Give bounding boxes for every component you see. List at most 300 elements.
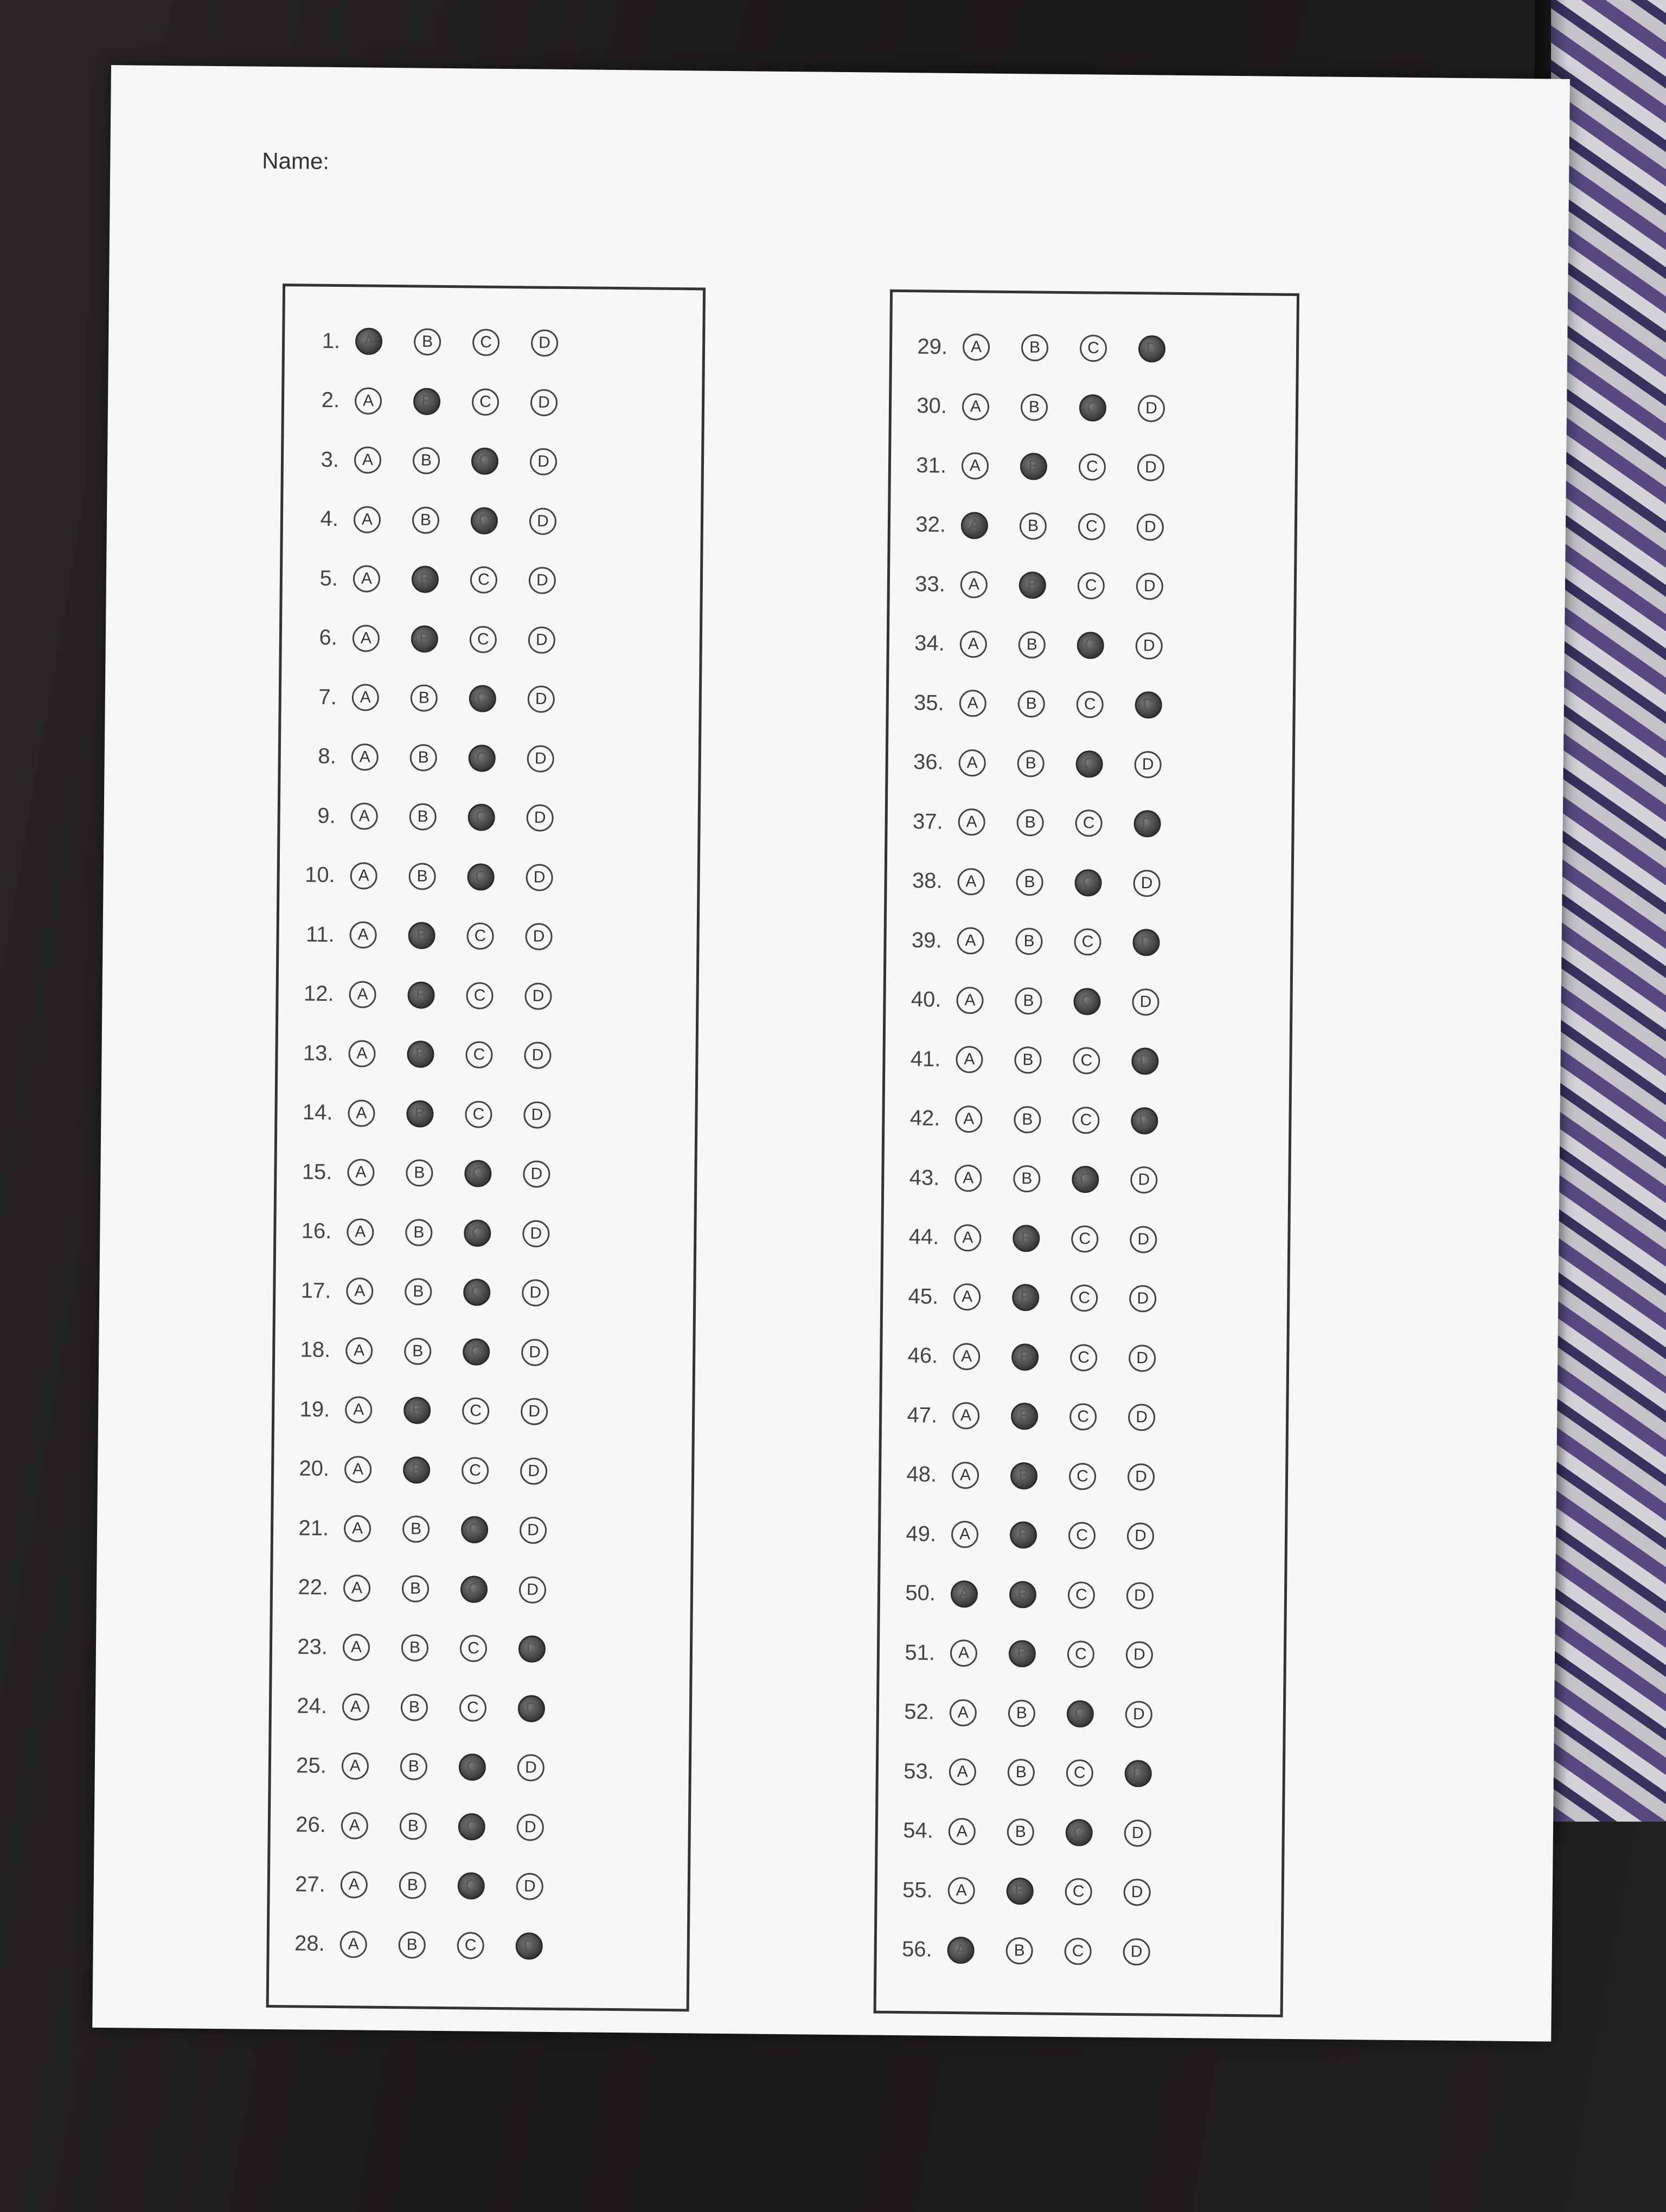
- question-row: [886, 978, 1191, 1024]
- answer-column-right: [874, 290, 1299, 2017]
- question-row: [882, 1393, 1187, 1439]
- answer-bubble-a[interactable]: A: [341, 1871, 368, 1898]
- question-number: 16.: [301, 1219, 332, 1243]
- question-row: [883, 1215, 1189, 1261]
- answer-bubble-b[interactable]: B: [1005, 1937, 1033, 1964]
- answer-bubble-a[interactable]: A: [343, 1574, 370, 1602]
- question-number: 40.: [911, 987, 941, 1012]
- answer-bubble-a[interactable]: A: [347, 1218, 374, 1245]
- answer-bubble-d[interactable]: D: [1136, 632, 1163, 659]
- answer-bubble-b[interactable]: B: [410, 744, 437, 771]
- answer-bubble-c[interactable]: C: [467, 863, 494, 890]
- answer-bubble-b[interactable]: B: [1019, 571, 1046, 599]
- answer-bubble-c[interactable]: C: [464, 1160, 491, 1187]
- question-row: [269, 1921, 574, 1967]
- answer-bubble-d[interactable]: D: [518, 1695, 545, 1722]
- question-row: [878, 1750, 1183, 1796]
- question-number: 25.: [296, 1753, 327, 1778]
- name-label: Name:: [262, 147, 330, 174]
- answer-bubble-d[interactable]: D: [1123, 1938, 1150, 1965]
- answer-bubble-c[interactable]: C: [1069, 1463, 1096, 1490]
- answer-bubble-d[interactable]: D: [1127, 1522, 1154, 1549]
- answer-bubble-d[interactable]: D: [520, 1457, 547, 1484]
- answer-bubble-d[interactable]: D: [528, 685, 555, 712]
- answer-bubble-c[interactable]: C: [1068, 1522, 1095, 1549]
- answer-bubble-d[interactable]: D: [528, 626, 555, 653]
- question-number: 24.: [297, 1694, 328, 1718]
- question-row: [877, 1809, 1183, 1855]
- answer-bubble-a[interactable]: A: [350, 802, 377, 829]
- answer-bubble-a[interactable]: A: [951, 1521, 978, 1548]
- question-number: 5.: [319, 566, 338, 590]
- question-row: [270, 1803, 575, 1849]
- question-number: 37.: [912, 809, 943, 834]
- answer-bubble-b[interactable]: B: [411, 684, 438, 711]
- answer-bubble-c[interactable]: C: [1064, 1938, 1091, 1965]
- answer-bubble-d[interactable]: D: [1125, 1760, 1152, 1787]
- answer-bubble-a[interactable]: A: [954, 1165, 982, 1192]
- answer-bubble-d[interactable]: D: [525, 923, 552, 950]
- answer-bubble-c[interactable]: C: [1077, 632, 1104, 659]
- answer-bubble-a[interactable]: A: [959, 690, 986, 717]
- answer-bubble-a[interactable]: A: [962, 393, 989, 420]
- answer-bubble-d[interactable]: D: [1138, 395, 1165, 422]
- answer-bubble-b[interactable]: B: [406, 1159, 433, 1186]
- answer-bubble-a[interactable]: A: [348, 1040, 375, 1067]
- answer-bubble-d[interactable]: D: [1133, 870, 1160, 897]
- question-number: 34.: [914, 631, 945, 655]
- answer-bubble-a[interactable]: A: [352, 684, 379, 711]
- answer-bubble-c[interactable]: C: [1079, 453, 1106, 480]
- answer-bubble-c[interactable]: C: [1069, 1403, 1097, 1430]
- answer-bubble-a[interactable]: A: [952, 1402, 979, 1429]
- answer-bubble-b[interactable]: B: [414, 328, 441, 355]
- answer-bubble-b[interactable]: B: [400, 1812, 427, 1840]
- question-number: 46.: [907, 1343, 938, 1368]
- question-number: 32.: [915, 512, 946, 537]
- answer-bubble-b[interactable]: B: [408, 922, 435, 949]
- answer-bubble-a[interactable]: A: [342, 1693, 369, 1720]
- answer-bubble-d[interactable]: D: [1135, 691, 1162, 718]
- answer-bubble-b[interactable]: B: [1020, 453, 1047, 480]
- answer-bubble-c[interactable]: C: [465, 1101, 492, 1128]
- answer-bubble-a[interactable]: A: [953, 1283, 981, 1310]
- answer-bubble-b[interactable]: B: [1010, 1462, 1037, 1489]
- question-row: [886, 918, 1191, 964]
- question-number: 2.: [321, 388, 340, 413]
- question-row: [882, 1334, 1188, 1380]
- answer-bubble-b[interactable]: B: [1007, 1877, 1034, 1905]
- question-row: [275, 1269, 581, 1315]
- question-row: [888, 681, 1194, 727]
- question-row: [888, 740, 1193, 786]
- question-number: 41.: [910, 1046, 941, 1071]
- answer-bubble-c[interactable]: C: [1067, 1700, 1094, 1727]
- answer-bubble-d[interactable]: D: [530, 389, 558, 416]
- answer-bubble-d[interactable]: D: [530, 448, 557, 475]
- answer-bubble-c[interactable]: C: [465, 1041, 492, 1068]
- answer-bubble-a[interactable]: A: [354, 506, 381, 533]
- answer-bubble-d[interactable]: D: [515, 1932, 542, 1959]
- answer-bubble-b[interactable]: B: [1011, 1403, 1038, 1430]
- answer-bubble-a[interactable]: A: [954, 1224, 981, 1251]
- answer-bubble-a[interactable]: A: [346, 1277, 373, 1304]
- answer-bubble-b[interactable]: B: [1016, 809, 1043, 836]
- answer-bubble-d[interactable]: D: [1130, 1166, 1157, 1193]
- answer-bubble-a[interactable]: A: [958, 808, 985, 835]
- answer-bubble-c[interactable]: C: [1072, 1166, 1099, 1193]
- answer-bubble-b[interactable]: B: [401, 1634, 428, 1661]
- answer-bubble-a[interactable]: A: [961, 512, 988, 539]
- answer-bubble-d[interactable]: D: [1125, 1701, 1152, 1728]
- answer-bubble-d[interactable]: D: [1132, 988, 1159, 1015]
- answer-bubble-d[interactable]: D: [519, 1576, 546, 1603]
- question-number: 53.: [904, 1759, 934, 1784]
- answer-bubble-a[interactable]: A: [947, 1936, 974, 1963]
- question-row: [280, 735, 586, 781]
- answer-bubble-a[interactable]: A: [955, 1105, 982, 1133]
- question-row: [877, 1868, 1182, 1914]
- answer-bubble-b[interactable]: B: [405, 1219, 432, 1246]
- answer-bubble-b[interactable]: B: [407, 981, 434, 1008]
- answer-bubble-d[interactable]: D: [531, 329, 558, 356]
- answer-bubble-d[interactable]: D: [1127, 1463, 1155, 1490]
- answer-bubble-b[interactable]: B: [402, 1575, 429, 1602]
- answer-bubble-b[interactable]: B: [404, 1338, 431, 1365]
- answer-bubble-c[interactable]: C: [1074, 869, 1101, 896]
- answer-bubble-d[interactable]: D: [522, 1279, 549, 1306]
- answer-bubble-b[interactable]: B: [1011, 1343, 1039, 1371]
- answer-bubble-b[interactable]: B: [1009, 1640, 1036, 1667]
- answer-bubble-a[interactable]: A: [951, 1580, 978, 1607]
- answer-bubble-c[interactable]: C: [458, 1813, 485, 1840]
- question-number: 44.: [908, 1225, 939, 1249]
- answer-bubble-a[interactable]: A: [354, 446, 381, 473]
- answer-bubble-d[interactable]: D: [529, 567, 556, 594]
- answer-bubble-d[interactable]: D: [527, 745, 554, 772]
- answer-bubble-b[interactable]: B: [406, 1100, 433, 1127]
- answer-bubble-b[interactable]: B: [1014, 1046, 1041, 1073]
- answer-bubble-a[interactable]: A: [962, 452, 989, 479]
- question-number: 54.: [902, 1818, 934, 1843]
- question-row: [284, 378, 589, 425]
- answer-bubble-c[interactable]: C: [464, 1219, 491, 1246]
- answer-bubble-b[interactable]: B: [413, 447, 440, 474]
- answer-bubble-b[interactable]: B: [1010, 1521, 1037, 1548]
- answer-bubble-c[interactable]: C: [462, 1457, 489, 1484]
- question-row: [274, 1447, 579, 1493]
- answer-bubble-b[interactable]: B: [1009, 1581, 1036, 1608]
- answer-bubble-a[interactable]: A: [342, 1752, 369, 1779]
- question-number: 42.: [909, 1106, 940, 1130]
- answer-bubble-d[interactable]: D: [526, 864, 553, 891]
- answer-bubble-b[interactable]: B: [407, 1040, 434, 1068]
- question-number: 27.: [294, 1872, 326, 1896]
- answer-bubble-a[interactable]: A: [340, 1931, 367, 1958]
- answer-bubble-b[interactable]: B: [1015, 928, 1042, 955]
- answer-bubble-d[interactable]: D: [1130, 1226, 1157, 1253]
- question-number: 8.: [318, 744, 336, 769]
- question-number: 35.: [913, 690, 944, 715]
- question-number: 15.: [302, 1159, 332, 1184]
- answer-bubble-b[interactable]: B: [402, 1515, 430, 1542]
- question-number: 19.: [299, 1397, 330, 1422]
- question-row: [880, 1631, 1185, 1677]
- answer-bubble-c[interactable]: C: [1078, 572, 1105, 599]
- answer-bubble-a[interactable]: A: [956, 1046, 983, 1073]
- answer-bubble-a[interactable]: A: [345, 1337, 373, 1364]
- answer-bubble-d[interactable]: D: [1129, 1345, 1156, 1372]
- answer-bubble-b[interactable]: B: [411, 625, 438, 652]
- answer-bubble-b[interactable]: B: [1012, 1284, 1039, 1311]
- answer-bubble-c[interactable]: C: [1075, 809, 1102, 837]
- answer-bubble-a[interactable]: A: [349, 921, 376, 948]
- answer-bubble-b[interactable]: B: [1020, 512, 1047, 539]
- answer-bubble-a[interactable]: A: [949, 1817, 976, 1844]
- question-number: 13.: [303, 1040, 334, 1065]
- answer-bubble-c[interactable]: C: [458, 1872, 485, 1899]
- question-row: [272, 1625, 578, 1671]
- answer-bubble-d[interactable]: D: [523, 1101, 550, 1128]
- question-row: [885, 1037, 1190, 1083]
- answer-bubble-c[interactable]: C: [463, 1338, 490, 1365]
- answer-bubble-a[interactable]: A: [957, 927, 984, 954]
- answer-bubble-a[interactable]: A: [355, 327, 382, 355]
- answer-bubble-b[interactable]: B: [1008, 1759, 1035, 1786]
- answer-bubble-c[interactable]: C: [1080, 335, 1107, 362]
- answer-bubble-d[interactable]: D: [521, 1398, 548, 1425]
- answer-bubble-a[interactable]: A: [344, 1515, 371, 1542]
- answer-bubble-b[interactable]: B: [1007, 1818, 1034, 1846]
- answer-bubble-a[interactable]: A: [349, 981, 376, 1008]
- question-number: 51.: [905, 1640, 935, 1665]
- answer-bubble-d[interactable]: D: [523, 1160, 550, 1187]
- question-number: 56.: [901, 1937, 932, 1962]
- answer-bubble-d[interactable]: D: [520, 1516, 547, 1544]
- question-row: [278, 1031, 583, 1077]
- answer-bubble-a[interactable]: A: [350, 862, 377, 889]
- answer-bubble-d[interactable]: D: [1133, 810, 1161, 837]
- answer-bubble-c[interactable]: C: [470, 626, 497, 653]
- answer-bubble-d[interactable]: D: [1137, 513, 1164, 541]
- answer-bubble-a[interactable]: A: [347, 1159, 374, 1186]
- answer-bubble-a[interactable]: A: [949, 1758, 976, 1785]
- answer-bubble-d[interactable]: D: [517, 1754, 544, 1781]
- answer-bubble-c[interactable]: C: [469, 744, 496, 771]
- answer-bubble-c[interactable]: C: [469, 685, 496, 712]
- answer-bubble-a[interactable]: A: [345, 1396, 372, 1423]
- answer-bubble-a[interactable]: A: [344, 1456, 371, 1483]
- answer-bubble-a[interactable]: A: [960, 631, 987, 658]
- answer-bubble-c[interactable]: C: [1065, 1878, 1092, 1905]
- answer-bubble-c[interactable]: C: [1066, 1819, 1093, 1846]
- answer-bubble-b[interactable]: B: [1013, 1225, 1040, 1252]
- patterned-cloth: [1551, 0, 1666, 1822]
- answer-bubble-a[interactable]: A: [351, 743, 379, 770]
- answer-bubble-a[interactable]: A: [957, 868, 984, 895]
- answer-bubble-a[interactable]: A: [953, 1343, 980, 1370]
- answer-bubble-d[interactable]: D: [529, 507, 556, 535]
- question-number: 20.: [299, 1456, 330, 1481]
- answer-bubble-b[interactable]: B: [400, 1753, 427, 1780]
- answer-bubble-d[interactable]: D: [1136, 573, 1163, 600]
- question-row: [275, 1328, 580, 1374]
- answer-bubble-b[interactable]: B: [1018, 690, 1045, 717]
- answer-bubble-c[interactable]: C: [1074, 928, 1101, 955]
- answer-bubble-b[interactable]: B: [399, 1931, 426, 1958]
- answer-bubble-a[interactable]: A: [956, 987, 983, 1014]
- answer-bubble-b[interactable]: B: [1008, 1700, 1035, 1727]
- question-number: 55.: [902, 1877, 933, 1902]
- question-row: [881, 1512, 1186, 1558]
- answer-bubble-c[interactable]: C: [1079, 394, 1106, 421]
- answer-bubble-d[interactable]: D: [522, 1220, 549, 1247]
- answer-bubble-d[interactable]: D: [518, 1635, 546, 1662]
- answer-bubble-c[interactable]: C: [1070, 1344, 1097, 1371]
- answer-bubble-a[interactable]: A: [952, 1462, 979, 1489]
- answer-bubble-b[interactable]: B: [412, 565, 439, 593]
- answer-bubble-d[interactable]: D: [1129, 1285, 1156, 1312]
- answer-bubble-a[interactable]: A: [355, 387, 382, 414]
- answer-bubble-b[interactable]: B: [1015, 987, 1042, 1014]
- answer-bubble-b[interactable]: B: [405, 1278, 432, 1305]
- question-number: 18.: [300, 1338, 331, 1362]
- answer-bubble-a[interactable]: A: [353, 565, 380, 592]
- question-row: [283, 497, 588, 543]
- answer-bubble-d[interactable]: D: [1123, 1879, 1150, 1906]
- question-number: 38.: [912, 869, 943, 893]
- answer-bubble-a[interactable]: A: [960, 571, 988, 598]
- answer-bubble-c[interactable]: C: [460, 1635, 487, 1662]
- answer-bubble-b[interactable]: B: [403, 1397, 431, 1424]
- answer-bubble-b[interactable]: B: [1021, 394, 1048, 421]
- answer-bubble-c[interactable]: C: [470, 566, 497, 593]
- answer-bubble-a[interactable]: A: [963, 333, 990, 361]
- question-row: [270, 1862, 575, 1908]
- answer-sheet: [92, 65, 1570, 2042]
- answer-bubble-c[interactable]: C: [1077, 691, 1104, 718]
- answer-bubble-c[interactable]: C: [461, 1516, 488, 1543]
- answer-bubble-c[interactable]: C: [1066, 1759, 1093, 1786]
- answer-bubble-b[interactable]: B: [1014, 1106, 1041, 1133]
- answer-bubble-b[interactable]: B: [401, 1694, 428, 1721]
- answer-bubble-d[interactable]: D: [1132, 929, 1159, 956]
- answer-bubble-b[interactable]: B: [1018, 631, 1046, 658]
- question-row: [273, 1506, 579, 1552]
- question-row: [889, 621, 1194, 667]
- answer-bubble-c[interactable]: C: [472, 388, 499, 415]
- question-row: [277, 1091, 582, 1137]
- question-number: 23.: [297, 1634, 328, 1659]
- answer-bubble-b[interactable]: B: [1017, 750, 1044, 777]
- question-number: 49.: [906, 1521, 937, 1546]
- answer-bubble-c[interactable]: C: [457, 1932, 484, 1959]
- answer-bubble-d[interactable]: D: [1134, 751, 1161, 778]
- question-number: 11.: [305, 922, 335, 947]
- answer-bubble-c[interactable]: C: [1078, 513, 1105, 540]
- answer-bubble-c[interactable]: C: [460, 1576, 488, 1603]
- answer-bubble-c[interactable]: C: [1067, 1641, 1094, 1668]
- answer-bubble-c[interactable]: C: [1068, 1581, 1095, 1609]
- answer-bubble-c[interactable]: C: [1073, 988, 1100, 1015]
- question-number: 28.: [294, 1931, 325, 1956]
- answer-bubble-b[interactable]: B: [408, 863, 435, 890]
- question-row: [885, 1096, 1190, 1142]
- answer-bubble-d[interactable]: D: [521, 1339, 548, 1366]
- answer-bubble-a[interactable]: A: [348, 1099, 375, 1127]
- question-number: 50.: [905, 1581, 936, 1605]
- question-row: [283, 556, 588, 602]
- answer-bubble-d[interactable]: D: [1124, 1819, 1151, 1847]
- question-row: [879, 1690, 1184, 1736]
- answer-bubble-c[interactable]: C: [1071, 1225, 1098, 1252]
- question-number: 30.: [917, 394, 947, 418]
- question-number: 52.: [904, 1700, 935, 1724]
- question-number: 48.: [906, 1462, 937, 1487]
- answer-bubble-d[interactable]: D: [1131, 1107, 1158, 1134]
- answer-bubble-d[interactable]: D: [526, 804, 553, 831]
- answer-bubble-c[interactable]: C: [1075, 750, 1103, 777]
- answer-bubble-d[interactable]: D: [1137, 454, 1164, 481]
- question-row: [273, 1565, 578, 1611]
- question-row: [278, 972, 584, 1018]
- answer-bubble-a[interactable]: A: [950, 1639, 977, 1667]
- answer-bubble-d[interactable]: D: [524, 982, 552, 1009]
- answer-bubble-d[interactable]: D: [1131, 1047, 1158, 1075]
- answer-bubble-d[interactable]: D: [1126, 1582, 1154, 1609]
- answer-bubble-d[interactable]: D: [524, 1041, 551, 1069]
- answer-bubble-a[interactable]: A: [341, 1812, 368, 1839]
- answer-bubble-d[interactable]: D: [1126, 1641, 1153, 1668]
- answer-bubble-a[interactable]: A: [958, 749, 985, 776]
- answer-bubble-c[interactable]: C: [1071, 1284, 1098, 1311]
- answer-bubble-d[interactable]: D: [517, 1814, 544, 1841]
- answer-bubble-b[interactable]: B: [412, 506, 439, 533]
- question-number: 3.: [321, 447, 339, 472]
- answer-bubble-a[interactable]: A: [948, 1877, 975, 1904]
- answer-bubble-b[interactable]: B: [1016, 869, 1043, 896]
- question-row: [892, 384, 1197, 430]
- answer-bubble-c[interactable]: C: [472, 329, 499, 356]
- answer-bubble-c[interactable]: C: [466, 982, 493, 1009]
- answer-bubble-c[interactable]: C: [459, 1694, 486, 1721]
- question-number: 36.: [913, 750, 944, 774]
- question-row: [887, 800, 1193, 846]
- answer-bubble-d[interactable]: D: [1128, 1404, 1155, 1431]
- answer-bubble-b[interactable]: B: [403, 1456, 430, 1483]
- answer-bubble-c[interactable]: C: [467, 803, 495, 831]
- answer-bubble-c[interactable]: C: [471, 507, 498, 534]
- answer-bubble-b[interactable]: B: [409, 803, 436, 830]
- answer-bubble-b[interactable]: B: [1021, 334, 1048, 361]
- answer-bubble-d[interactable]: D: [516, 1873, 543, 1900]
- question-row: [284, 438, 589, 484]
- answer-bubble-b[interactable]: B: [399, 1872, 426, 1899]
- answer-bubble-a[interactable]: A: [343, 1634, 370, 1661]
- answer-bubble-c[interactable]: C: [466, 922, 494, 949]
- answer-bubble-c[interactable]: C: [459, 1753, 486, 1780]
- answer-bubble-c[interactable]: C: [1072, 1107, 1099, 1134]
- answer-bubble-b[interactable]: B: [1013, 1165, 1040, 1192]
- answer-bubble-c[interactable]: C: [463, 1278, 490, 1306]
- answer-bubble-d[interactable]: D: [1138, 335, 1165, 362]
- answer-bubble-b[interactable]: B: [413, 388, 440, 415]
- answer-bubble-c[interactable]: C: [1073, 1047, 1100, 1074]
- answer-bubble-a[interactable]: A: [353, 625, 380, 652]
- answer-bubble-c[interactable]: C: [462, 1397, 489, 1424]
- answer-bubble-c[interactable]: C: [471, 447, 498, 474]
- answer-bubble-a[interactable]: A: [950, 1699, 977, 1726]
